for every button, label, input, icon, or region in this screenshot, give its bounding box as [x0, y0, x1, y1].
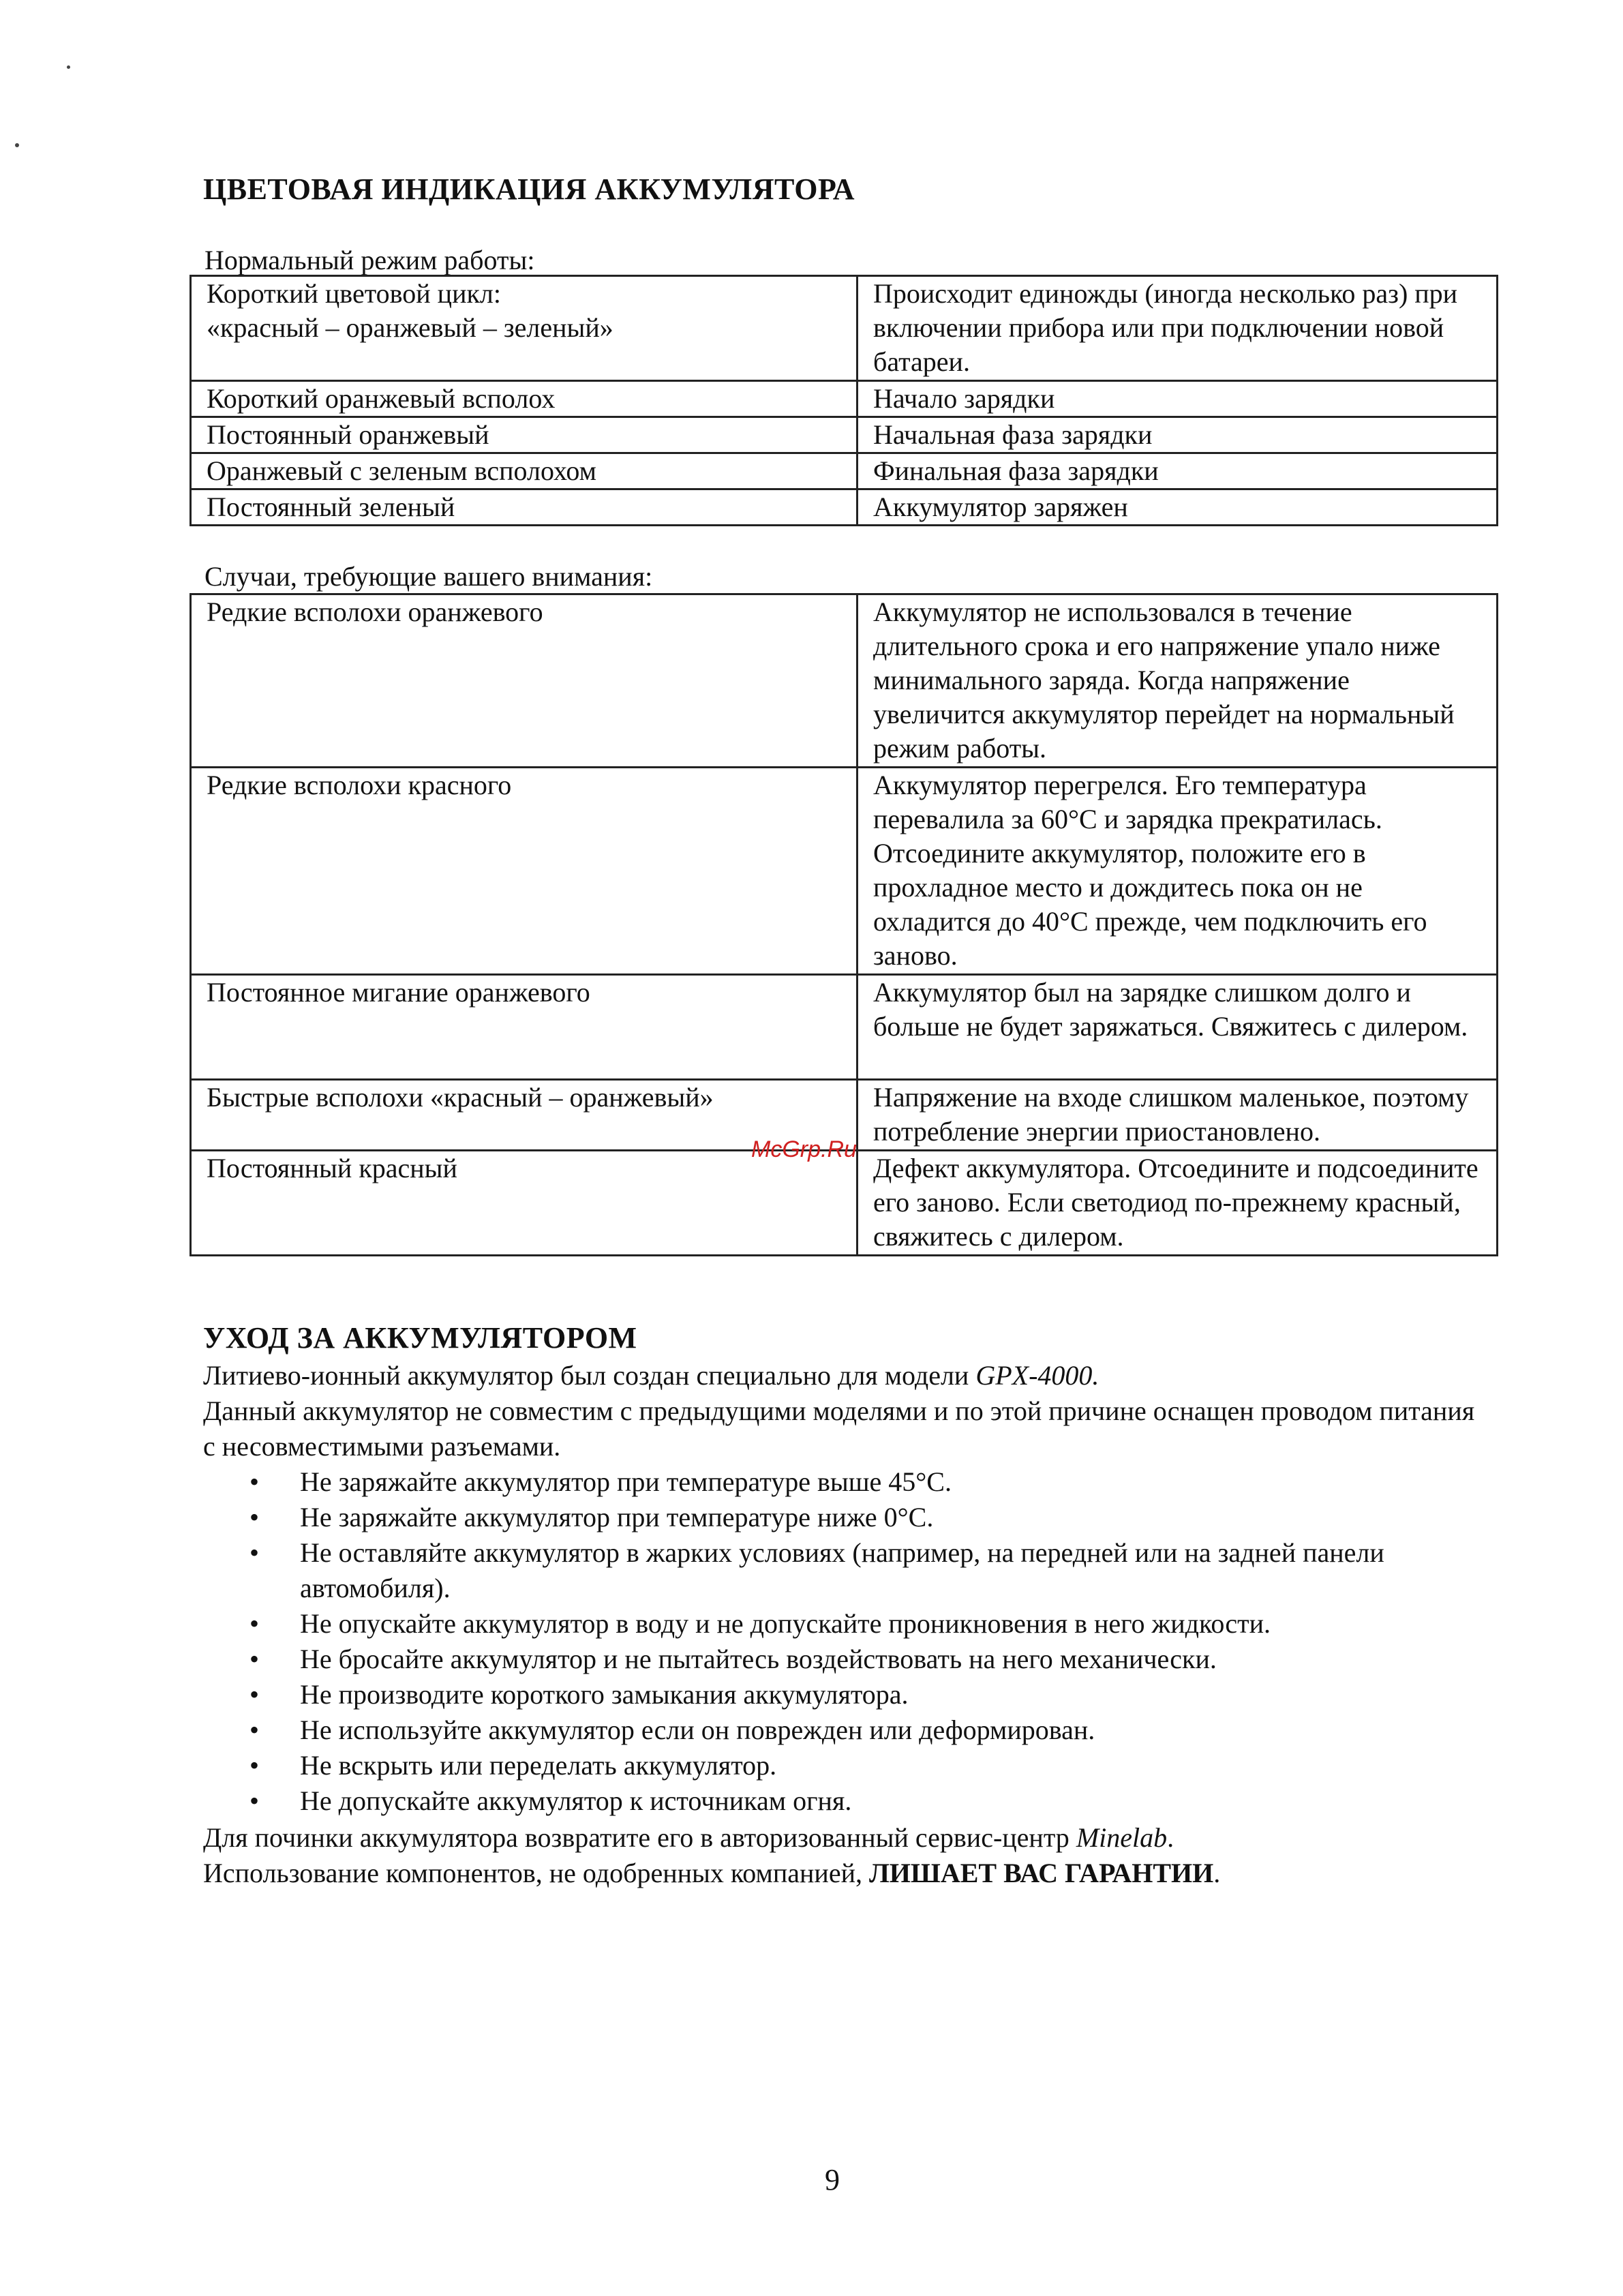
bullet-icon: • — [249, 1679, 260, 1710]
attention-caption: Случаи, требующие вашего внимания: — [204, 561, 653, 592]
model-name: GPX-4000. — [975, 1360, 1099, 1391]
section-title-battery-care: УХОД ЗА АККУМУЛЯТОРОМ — [203, 1321, 637, 1355]
warranty-paragraph — [203, 1856, 1485, 1891]
intro-text: Литиево-ионный аккумулятор был создан специально для модели — [203, 1360, 976, 1391]
normal-mode-caption: Нормальный режим работы: — [204, 245, 535, 275]
indication-cell: Постоянный красный — [191, 1151, 858, 1256]
table-row — [191, 453, 1498, 489]
table-row — [191, 381, 1498, 417]
normal-mode-table — [189, 275, 1498, 526]
warranty-text: Использование компонентов, не одобренных компанией, — [203, 1858, 869, 1888]
meaning-cell: Аккумулятор заряжен — [858, 489, 1498, 526]
watermark: McGrp.Ru — [751, 1136, 857, 1162]
repair-paragraph — [203, 1820, 1485, 1856]
indication-cell: Оранжевый с зеленым всполохом — [191, 453, 858, 489]
warranty-warning: ЛИШАЕТ ВАС ГАРАНТИИ — [868, 1858, 1214, 1888]
list-item — [203, 1783, 1485, 1819]
table-row — [191, 276, 1498, 381]
bullet-icon: • — [249, 1466, 260, 1497]
indication-cell: Постоянное мигание оранжевого — [191, 975, 858, 1080]
meaning-cell: Аккумулятор не использовался в течение длительного срока и его напряжение упало ниже минимального заряда. Когда напряжение увеличится аккумулятор перейдет на нормальный режим работы. — [858, 594, 1498, 768]
bullet-icon: • — [249, 1502, 260, 1532]
compatibility-paragraph: Данный аккумулятор не совместим с предыдущими моделями и по этой причине оснащен проводом питания с несовместимыми разъемами. — [203, 1395, 1475, 1462]
indication-cell: Постоянный оранжевый — [191, 417, 858, 453]
list-item — [203, 1748, 1485, 1783]
meaning-cell: Аккумулятор перегрелся. Его температура перевалила за 60°C и зарядка прекратилась. Отсоедините аккумулятор, положите его в прохладное место и дождитесь пока он не охладится до 40°C прежде, чем подключить его заново. — [858, 768, 1498, 975]
table-row — [191, 417, 1498, 453]
table-row — [191, 975, 1498, 1080]
meaning-cell: Начальная фаза зарядки — [858, 417, 1498, 453]
scan-speck — [67, 65, 70, 69]
list-item-text: Не заряжайте аккумулятор при температуре выше 45°C. — [300, 1466, 952, 1497]
list-item — [203, 1535, 1485, 1606]
page-number: 9 — [825, 2163, 840, 2196]
list-item-text: Не производите короткого замыкания аккумулятора. — [300, 1679, 909, 1710]
list-item-text: Не бросайте аккумулятор и не пытайтесь воздействовать на него механически. — [300, 1644, 1217, 1674]
intro-paragraph — [203, 1358, 1485, 1393]
meaning-cell: Финальная фаза зарядки — [858, 453, 1498, 489]
meaning-cell: Происходит единожды (иногда несколько раз) при включении прибора или при подключении новой батареи. — [858, 276, 1498, 381]
table-row — [191, 1151, 1498, 1256]
indication-cell: Редкие всполохи красного — [191, 768, 858, 975]
list-item-text: Не оставляйте аккумулятор в жарких условиях (например, на передней или на задней панели автомобиля). — [300, 1537, 1384, 1603]
list-item-text: Не допускайте аккумулятор к источникам огня. — [300, 1785, 852, 1816]
bullet-icon: • — [249, 1644, 260, 1674]
scan-speck — [15, 143, 19, 147]
list-item-text: Не заряжайте аккумулятор при температуре ниже 0°C. — [300, 1502, 934, 1532]
list-item — [203, 1677, 1485, 1712]
warranty-end: . — [1213, 1858, 1221, 1888]
indication-cell: Редкие всполохи оранжевого — [191, 594, 858, 768]
meaning-cell: Аккумулятор был на зарядке слишком долго и больше не будет заряжаться. Свяжитесь с дилером. — [858, 975, 1498, 1080]
table-row — [191, 594, 1498, 768]
meaning-cell: Напряжение на входе слишком маленькое, поэтому потребление энергии приостановлено. — [858, 1080, 1498, 1151]
list-item-text: Не используйте аккумулятор если он поврежден или деформирован. — [300, 1715, 1095, 1745]
list-item — [203, 1712, 1485, 1748]
repair-end: . — [1167, 1822, 1174, 1853]
bullet-icon: • — [249, 1537, 260, 1568]
indication-cell: Быстрые всполохи «красный – оранжевый» — [191, 1080, 858, 1151]
indication-cell: Постоянный зеленый — [191, 489, 858, 526]
list-item-text: Не вскрыть или переделать аккумулятор. — [300, 1750, 777, 1781]
bullet-icon: • — [249, 1785, 260, 1816]
list-item — [203, 1464, 1485, 1500]
meaning-cell: Начало зарядки — [858, 381, 1498, 417]
list-item-text: Не опускайте аккумулятор в воду и не допускайте проникновения в него жидкости. — [300, 1608, 1271, 1639]
repair-text: Для починки аккумулятора возвратите его в авторизованный сервис-центр — [203, 1822, 1076, 1853]
list-item — [203, 1642, 1485, 1677]
list-item — [203, 1500, 1485, 1535]
indication-cell: Короткий цветовой цикл: «красный – оранжевый – зеленый» — [191, 276, 858, 381]
list-item — [203, 1606, 1485, 1642]
meaning-cell: Дефект аккумулятора. Отсоедините и подсоедините его заново. Если светодиод по-прежнему красный, свяжитесь с дилером. — [858, 1151, 1498, 1256]
bullet-icon: • — [249, 1750, 260, 1781]
table-row — [191, 768, 1498, 975]
brand-name: Minelab — [1076, 1822, 1168, 1853]
bullet-icon: • — [249, 1608, 260, 1639]
care-bullet-list — [203, 1464, 1485, 1819]
table-row — [191, 489, 1498, 526]
indication-cell: Короткий оранжевый всполох — [191, 381, 858, 417]
section-title-battery-indication: ЦВЕТОВАЯ ИНДИКАЦИЯ АККУМУЛЯТОРА — [203, 172, 855, 206]
bullet-icon: • — [249, 1715, 260, 1745]
